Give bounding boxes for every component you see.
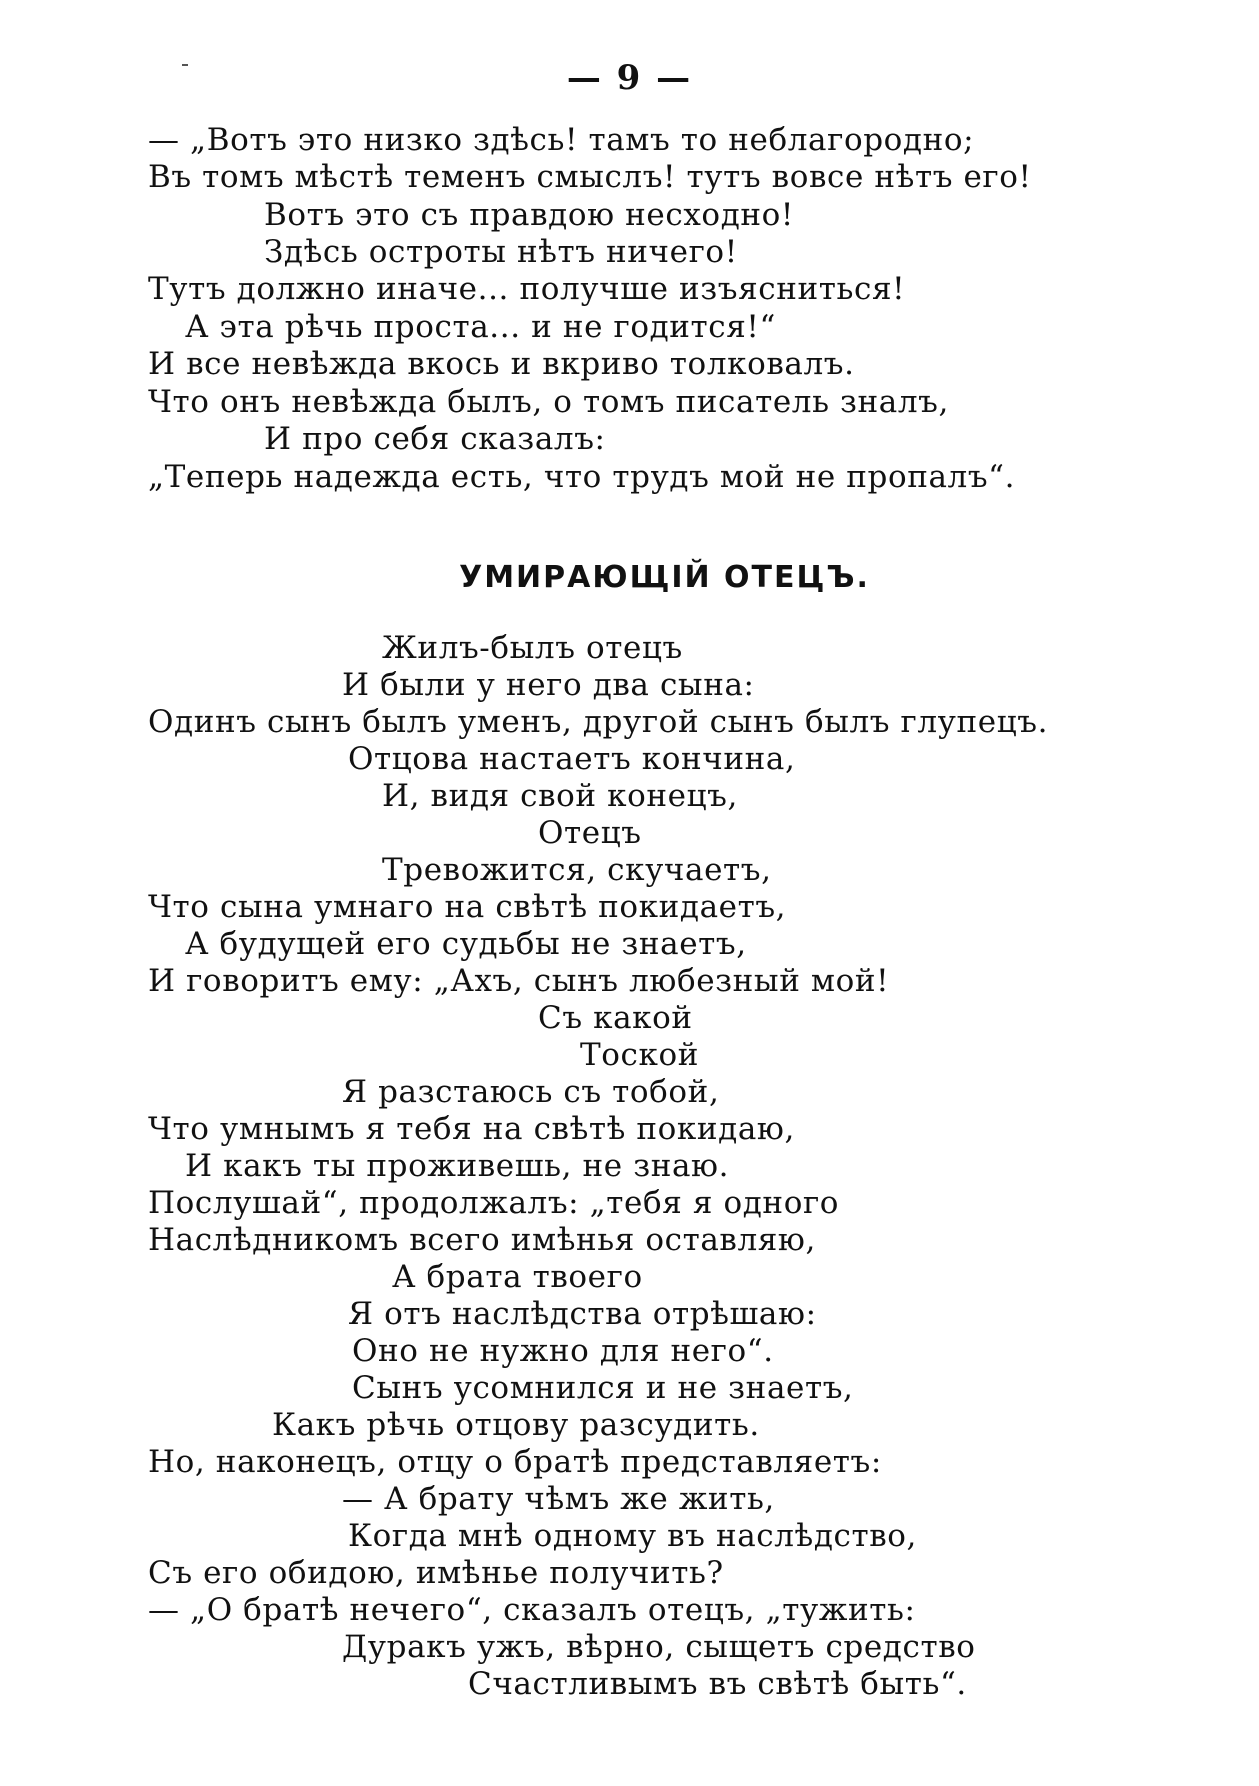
poem-line: Оно не нужно для него“. [352, 1333, 774, 1369]
poem-line: Одинъ сынъ былъ уменъ, другой сынъ былъ глупецъ. [148, 704, 1049, 740]
poem-line: Послушай“, продолжалъ: „тебя я одного [148, 1185, 840, 1221]
poem-line: Тоской [580, 1037, 700, 1073]
poem-line: И, видя свой конецъ, [382, 778, 738, 814]
poem-line: Я отъ наслѣдства отрѣшаю: [348, 1296, 817, 1332]
poem-line: Я разстаюсь съ тобой, [342, 1074, 720, 1110]
poem-line: И все невѣжда вкось и вкриво толковалъ. [148, 346, 855, 382]
print-speck [182, 64, 188, 66]
page-number: — 9 — [566, 58, 693, 98]
poem-line: И какъ ты проживешь, не знаю. [185, 1148, 730, 1184]
poem-line: Съ его обидою, имѣнье получить? [148, 1555, 724, 1591]
poem-line: Какъ рѣчь отцову разсудить. [272, 1407, 760, 1443]
poem-line: И говоритъ ему: „Ахъ, сынъ любезный мой! [148, 963, 890, 999]
poem-line: Жилъ-былъ отецъ [382, 630, 683, 666]
poem-line: И были у него два сына: [342, 667, 755, 703]
poem-line: — „О братѣ нечего“, сказалъ отецъ, „тужить: [148, 1592, 916, 1628]
poem-line: Съ какой [538, 1000, 693, 1036]
poem-title: УМИРАЮЩІЙ ОТЕЦЪ. [459, 560, 870, 595]
poem-line: А брата твоего [392, 1259, 643, 1295]
poem-line: Дуракъ ужъ, вѣрно, сыщетъ средство [342, 1629, 976, 1665]
poem-line: Здѣсь остроты нѣтъ ничего! [264, 234, 738, 270]
poem-line: А будущей его судьбы не знаетъ, [185, 926, 747, 962]
poem-line: Отцова настаетъ кончина, [348, 741, 796, 777]
poem-line: Что онъ невѣжда былъ, о томъ писатель зналъ, [148, 384, 949, 420]
poem-line: Но, наконецъ, отцу о братѣ представляетъ: [148, 1444, 882, 1480]
poem-line: Сынъ усомнился и не знаетъ, [352, 1370, 854, 1406]
poem-line: „Теперь надежда есть, что трудъ мой не пропалъ“. [148, 459, 1016, 495]
poem-line: — А брату чѣмъ же жить, [342, 1481, 775, 1517]
poem-line: И про себя сказалъ: [264, 421, 606, 457]
poem-line: Когда мнѣ одному въ наслѣдство, [348, 1518, 918, 1554]
poem-line: Наслѣдникомъ всего имѣнья оставляю, [148, 1222, 816, 1258]
poem-line: Тутъ должно иначе... получше изъясниться! [148, 271, 906, 307]
poem-line: Что умнымъ я тебя на свѣтѣ покидаю, [148, 1111, 795, 1147]
poem-line: Тревожится, скучаетъ, [382, 852, 772, 888]
poem-line: Отецъ [538, 815, 642, 851]
poem-line: Въ томъ мѣстѣ теменъ смыслъ! тутъ вовсе нѣтъ его! [148, 159, 1032, 195]
poem-line: Счастливымъ въ свѣтѣ быть“. [468, 1666, 967, 1702]
poem-line: А эта рѣчь проста... и не годится!“ [185, 309, 776, 345]
poem-line: — „Вотъ это низко здѣсь! тамъ то неблагородно; [148, 122, 975, 158]
poem-line: Вотъ это съ правдою несходно! [264, 197, 794, 233]
poem-line: Что сына умнаго на свѣтѣ покидаетъ, [148, 889, 787, 925]
